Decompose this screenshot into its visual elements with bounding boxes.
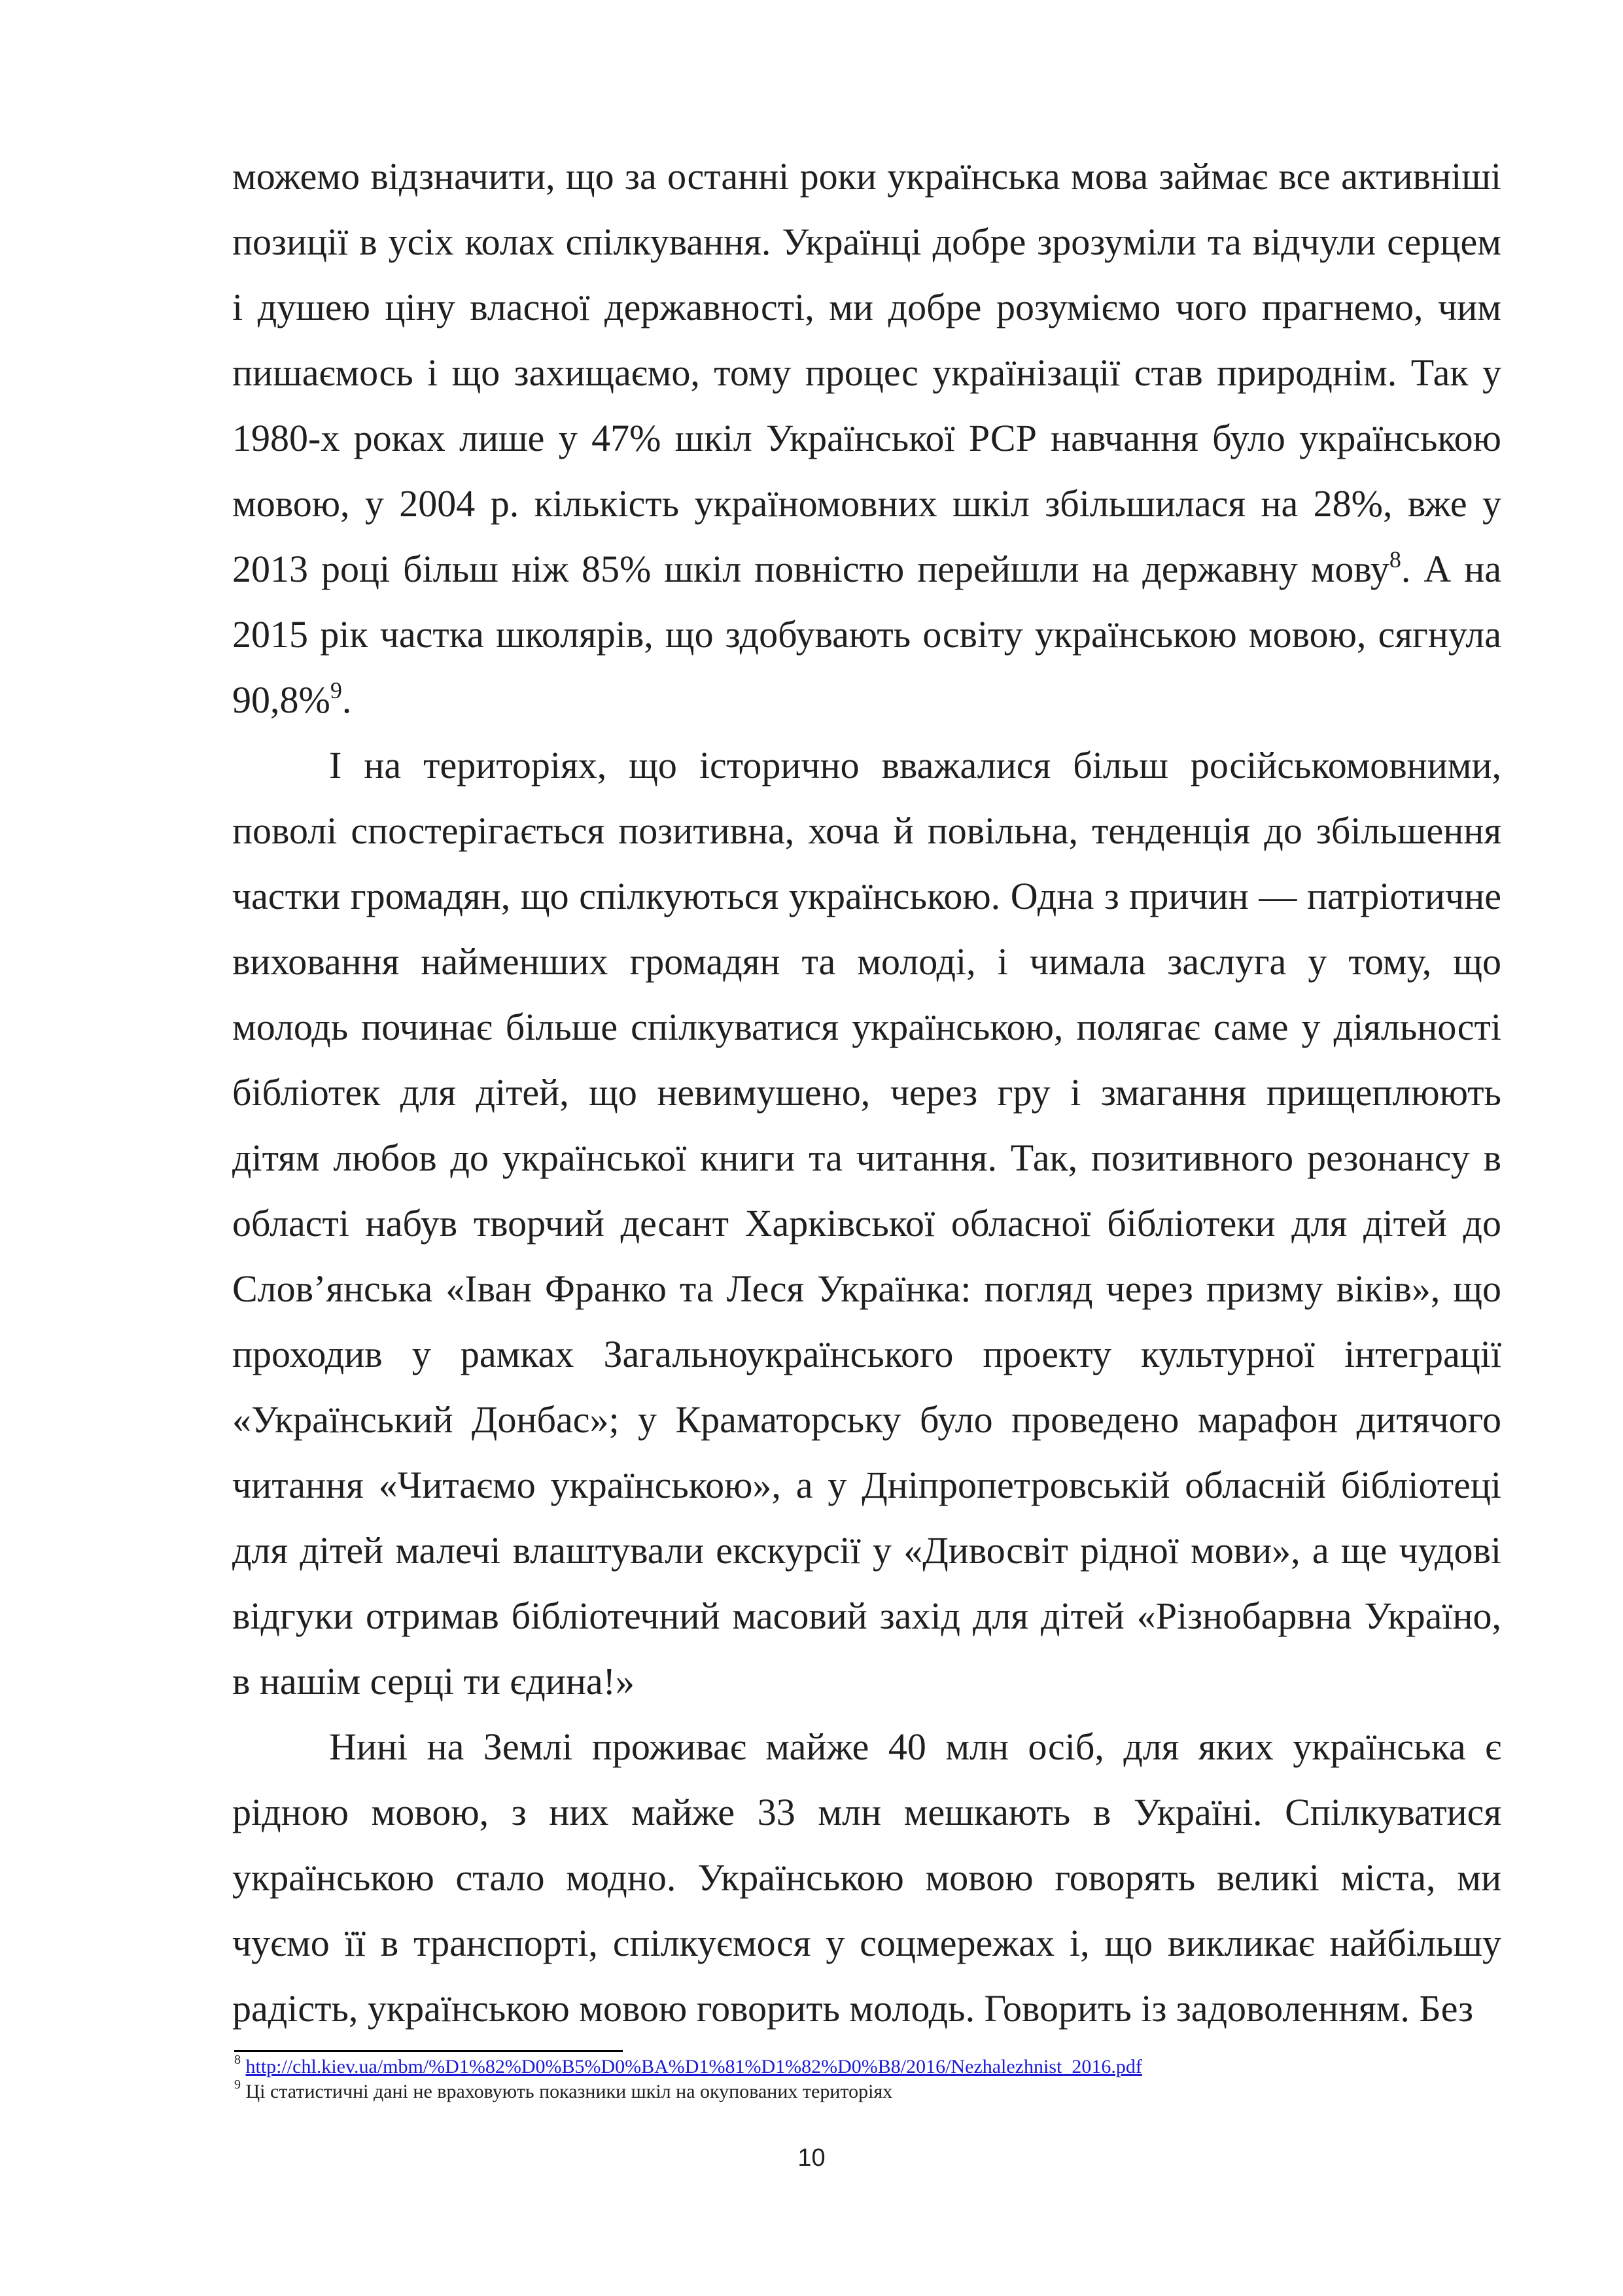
footnote-ref-9[interactable]: 9 bbox=[330, 677, 342, 703]
paragraph-3: Нині на Землі проживає майже 40 млн осіб, для яких українська є рідною мовою, з них майже 33 млн мешкають в Україні. Спілкуватися українською стало модно. Українською мовою говорять великі міста, ми чуємо її в транспорті, спілкуємося у соцмережах і, що викликає найбільшу радість, українською мовою говорить молодь. Говорить із задоволенням. Без bbox=[232, 1725, 1501, 2030]
footnote-separator bbox=[234, 2050, 623, 2052]
paragraph-2: І на територіях, що історично вважалися більш російськомовними, поволі спостерігається позитивна, хоча й повільна, тенденція до збільшення частки громадян, що спілкуються українською. Одна з причин — патріотичне виховання найменших громадян та молоді, і чимала заслуга у тому, що молодь починає більше спілкуватися українською, полягає саме у діяльності бібліотек для дітей, що невимушено, через гру і змагання прищеплюють дітям любов до української книги та читання. Так, позитивного резонансу в області набув творчий десант Харківської обласної бібліотеки для дітей до Слов’янська «Іван Франко та Леся Українка: погляд через призму віків», що проходив у рамках Загальноукраїнського проекту культурної інтеграції «Український Донбас»; у Краматорську було проведено марафон дитячого читання «Читаємо українською», а у Дніпропетровській обласній бібліотеці для дітей малечі влаштували екскурсії у «Дивосвіт рідної мови», а ще чудові відгуки отримав бібліотечний масовий захід для дітей «Різнобарвна Україно, в нашім серці ти єдина!» bbox=[232, 744, 1501, 1703]
footnote-number: 9 bbox=[234, 2077, 241, 2092]
paragraph-1-text: можемо відзначити, що за останні роки українська мова займає все активніші позиції в усіх колах спілкування. Українці добре зрозуміли та відчули серцем і душею ціну власної державності, ми добре розуміємо чого прагнемо, чим пишаємось і що захищаємо, тому процес українізації став природнім. Так у 1980-х роках лише у 47% шкіл Української РСР навчання було українською мовою, у 2004 р. кількість україномовних шкіл збільшилася на 28%, вже у 2013 році більш ніж 85% шкіл повністю перейшли на державну мову bbox=[232, 155, 1501, 590]
body-text bbox=[232, 144, 1501, 2041]
footnote-link[interactable]: http://chl.kiev.ua/mbm/%D1%82%D0%B5%D0%BA%D1%81%D1%82%D0%B8/2016/Nezhalezhnist_2016.pdf bbox=[245, 2056, 1142, 2077]
footnotes bbox=[234, 2055, 1503, 2104]
paragraph-1 bbox=[232, 144, 1501, 733]
footnote-8 bbox=[234, 2055, 1503, 2079]
paragraph-1-text-cont: . А на 2015 рік частка школярів, що здобувають освіту українською мовою, сягнула 90,8% bbox=[232, 548, 1501, 721]
page-number: 10 bbox=[797, 2144, 826, 2172]
footnote-9 bbox=[234, 2079, 1503, 2104]
paragraph-1-text-end: . bbox=[341, 679, 352, 721]
footnote-text: Ці статистичні дані не враховують показники шкіл на окупованих територіях bbox=[245, 2081, 893, 2102]
footnote-number: 8 bbox=[234, 2053, 241, 2067]
footnote-ref-8[interactable]: 8 bbox=[1389, 546, 1401, 573]
